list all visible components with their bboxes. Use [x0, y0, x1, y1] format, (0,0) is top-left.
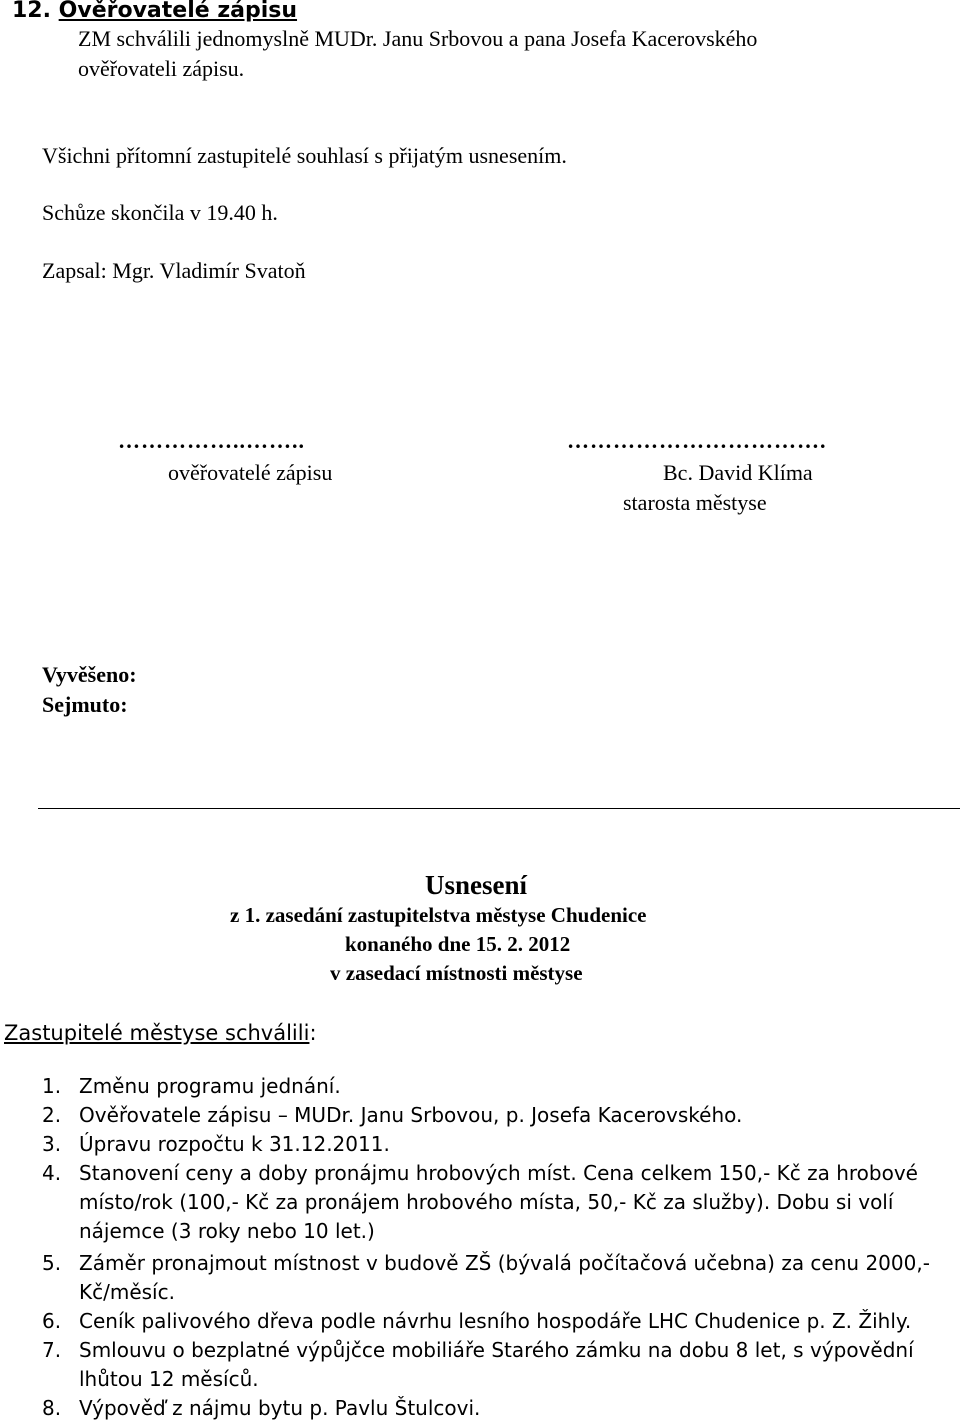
horizontal-divider	[38, 808, 960, 809]
list-item-line: lhůtou 12 měsíců.	[79, 1367, 259, 1391]
list-item-line: Stanovení ceny a doby pronájmu hrobových míst. Cena celkem 150,- Kč za hrobové	[79, 1161, 918, 1185]
list-item-text	[79, 1159, 918, 1246]
list-item-line: Záměr pronajmout místnost v budově ZŠ (bývalá počítačová učebna) za cenu 2000,-	[79, 1251, 930, 1275]
list-item-line: Ceník palivového dřeva podle návrhu lesního hospodáře LHC Chudenice p. Z. Žihly.	[79, 1309, 912, 1333]
signature-line-verifiers: ……………..……..	[118, 428, 305, 453]
list-item-number: 3.	[42, 1132, 62, 1156]
approved-heading-text: Zastupitelé městyse schválili	[4, 1021, 310, 1045]
list-item-line: Smlouvu o bezplatné výpůjčce mobiliáře Starého zámku na dobu 8 let, s výpovědní	[79, 1338, 914, 1362]
list-item-line: místo/rok (100,- Kč za pronájem hrobového místa, 50,- Kč za služby). Dobu si volí	[79, 1190, 894, 1214]
signature-line-mayor: …………………………….	[567, 428, 827, 453]
section-number: 12.	[12, 0, 51, 23]
section-heading	[12, 0, 297, 23]
list-item-number: 7.	[42, 1338, 62, 1362]
resolution-venue: v zasedací místnosti městyse	[330, 961, 583, 985]
list-item-text	[79, 1072, 341, 1101]
list-item-line: Ověřovatele zápisu – MUDr. Janu Srbovou, p. Josefa Kacerovského.	[79, 1103, 743, 1127]
list-item-number: 4.	[42, 1161, 62, 1185]
resolution-title: Usnesení	[425, 870, 528, 900]
list-item-line: Úpravu rozpočtu k 31.12.2011.	[79, 1132, 390, 1156]
list-item-number: 5.	[42, 1251, 62, 1275]
list-item-text	[79, 1249, 930, 1307]
list-item-line: Kč/měsíc.	[79, 1280, 175, 1304]
list-item-text	[79, 1101, 742, 1130]
list-item-number: 8.	[42, 1396, 62, 1420]
consent-sentence: Všichni přítomní zastupitelé souhlasí s přijatým usnesením.	[42, 143, 567, 168]
removed-label: Sejmuto:	[42, 692, 128, 717]
section-title: Ověřovatelé zápisu	[58, 0, 298, 23]
list-item-line: Změnu programu jednání.	[79, 1074, 341, 1098]
list-item-line: Výpověď z nájmu bytu p. Pavlu Štulcovi.	[79, 1396, 481, 1420]
list-item-text	[79, 1307, 911, 1336]
list-item-text	[79, 1394, 480, 1423]
list-item-number: 6.	[42, 1309, 62, 1333]
list-item-text	[79, 1336, 914, 1394]
resolution-subtitle: z 1. zasedání zastupitelstva městyse Chudenice	[230, 903, 647, 927]
section-text-line: ZM schválili jednomyslně MUDr. Janu Srbovou a pana Josefa Kacerovského	[78, 26, 758, 51]
signature-label-verifiers: ověřovatelé zápisu	[168, 460, 333, 485]
list-item-line: nájemce (3 roky nebo 10 let.)	[79, 1219, 375, 1243]
list-item-text	[79, 1130, 390, 1159]
approved-heading	[4, 1021, 317, 1045]
approved-heading-colon: :	[309, 1021, 317, 1045]
section-text-line: ověřovateli zápisu.	[78, 56, 245, 81]
list-item-number: 1.	[42, 1074, 62, 1098]
list-item-number: 2.	[42, 1103, 62, 1127]
meeting-end-sentence: Schůze skončila v 19.40 h.	[42, 200, 278, 225]
signature-role-mayor: starosta městyse	[623, 490, 767, 515]
posted-label: Vyvěšeno:	[42, 662, 137, 687]
signature-name-mayor: Bc. David Klíma	[663, 460, 813, 485]
recorder-line: Zapsal: Mgr. Vladimír Svatoň	[42, 258, 306, 283]
resolution-date: konaného dne 15. 2. 2012	[345, 932, 571, 956]
